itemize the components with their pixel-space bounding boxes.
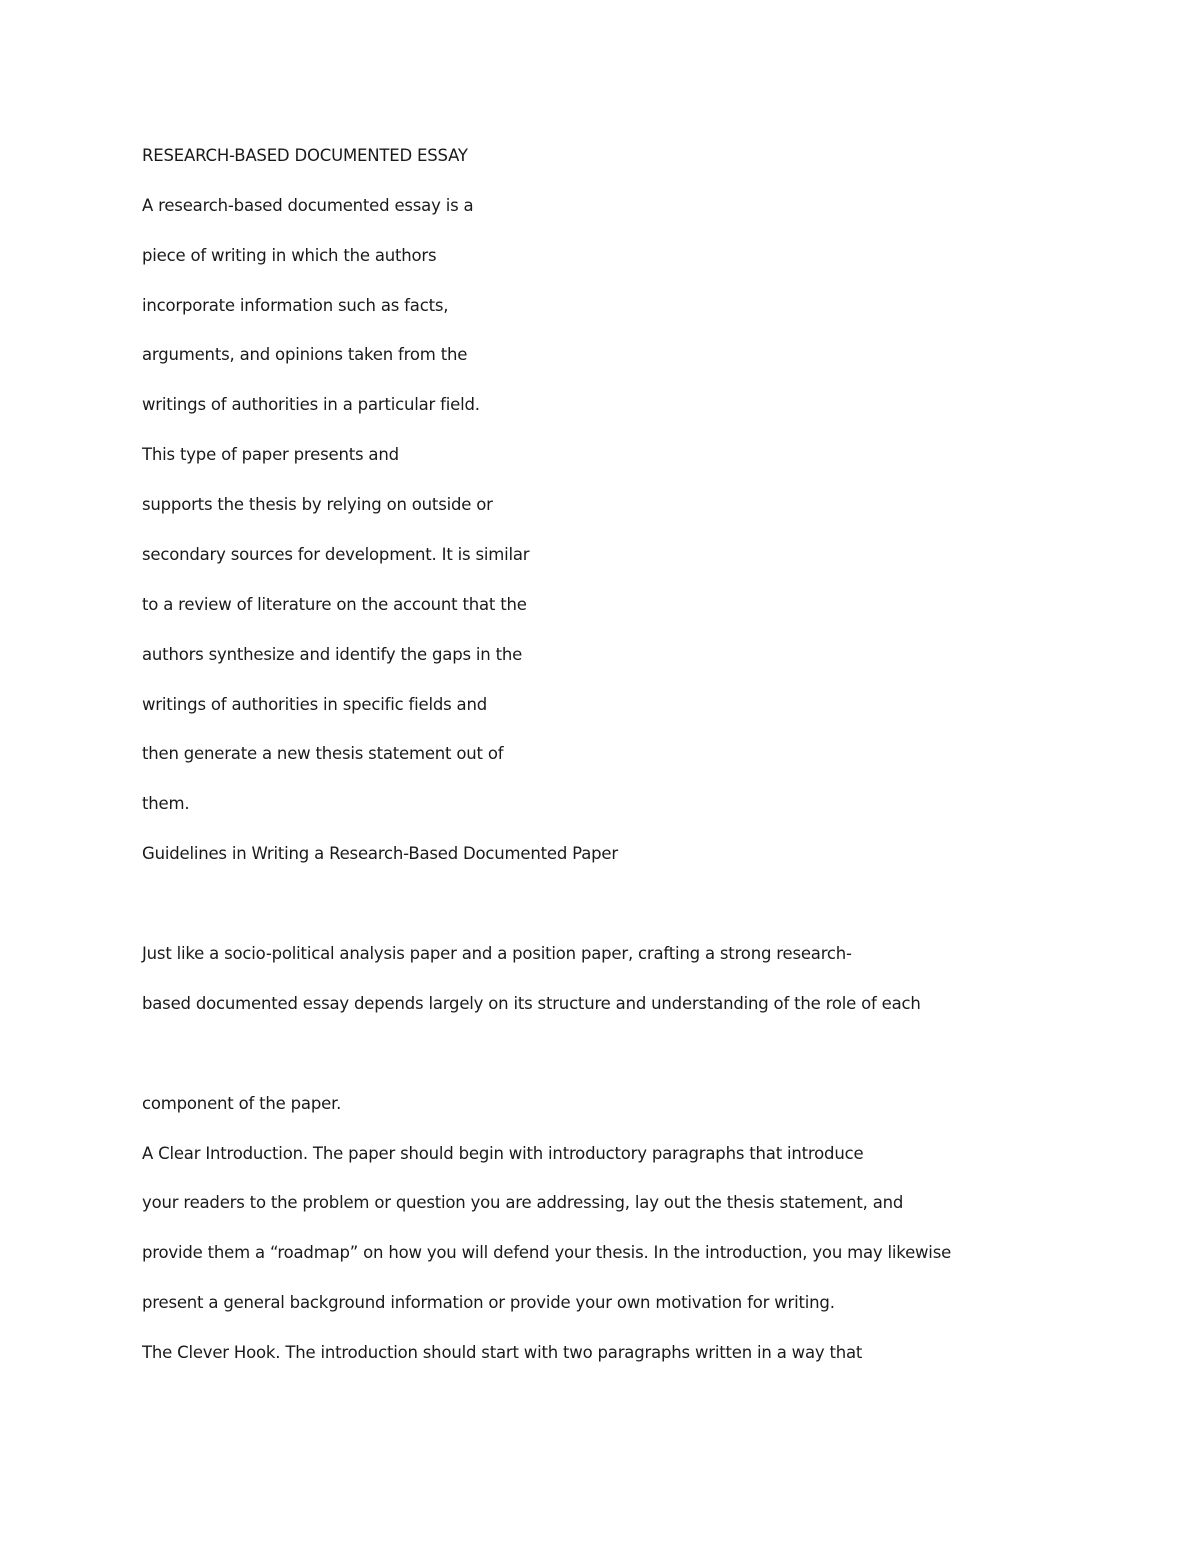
body-text-line: A Clear Introduction. The paper should begin with introductory paragraphs that introduce (142, 1144, 864, 1163)
body-text-line: authors synthesize and identify the gaps in the (142, 645, 523, 664)
document-title: RESEARCH-BASED DOCUMENTED ESSAY (142, 146, 468, 165)
body-text-line: your readers to the problem or question you are addressing, lay out the thesis statement, and (142, 1193, 904, 1212)
body-text-line: incorporate information such as facts, (142, 296, 449, 315)
body-text-line: This type of paper presents and (142, 445, 399, 464)
body-text-line: secondary sources for development. It is similar (142, 545, 530, 564)
body-text-line: The Clever Hook. The introduction should start with two paragraphs written in a way that (142, 1343, 863, 1362)
body-text-line: then generate a new thesis statement out of (142, 744, 504, 763)
body-text-line: Just like a socio-political analysis paper and a position paper, crafting a strong research- (142, 944, 852, 963)
section-heading: Guidelines in Writing a Research-Based Documented Paper (142, 844, 618, 863)
body-text-line: A research-based documented essay is a (142, 196, 474, 215)
body-text-line: piece of writing in which the authors (142, 246, 437, 265)
body-text-line: present a general background information or provide your own motivation for writing. (142, 1293, 835, 1312)
body-text-line: writings of authorities in specific fields and (142, 695, 488, 714)
body-text-line: supports the thesis by relying on outside or (142, 495, 493, 514)
body-text-line: component of the paper. (142, 1094, 342, 1113)
body-text-line: arguments, and opinions taken from the (142, 345, 468, 364)
body-text-line: writings of authorities in a particular field. (142, 395, 480, 414)
body-text-line: to a review of literature on the account that the (142, 595, 527, 614)
body-text-line: based documented essay depends largely on its structure and understanding of the role of each (142, 994, 921, 1013)
body-text-line: provide them a “roadmap” on how you will defend your thesis. In the introduction, you may likewise (142, 1243, 952, 1262)
body-text-line: them. (142, 794, 190, 813)
